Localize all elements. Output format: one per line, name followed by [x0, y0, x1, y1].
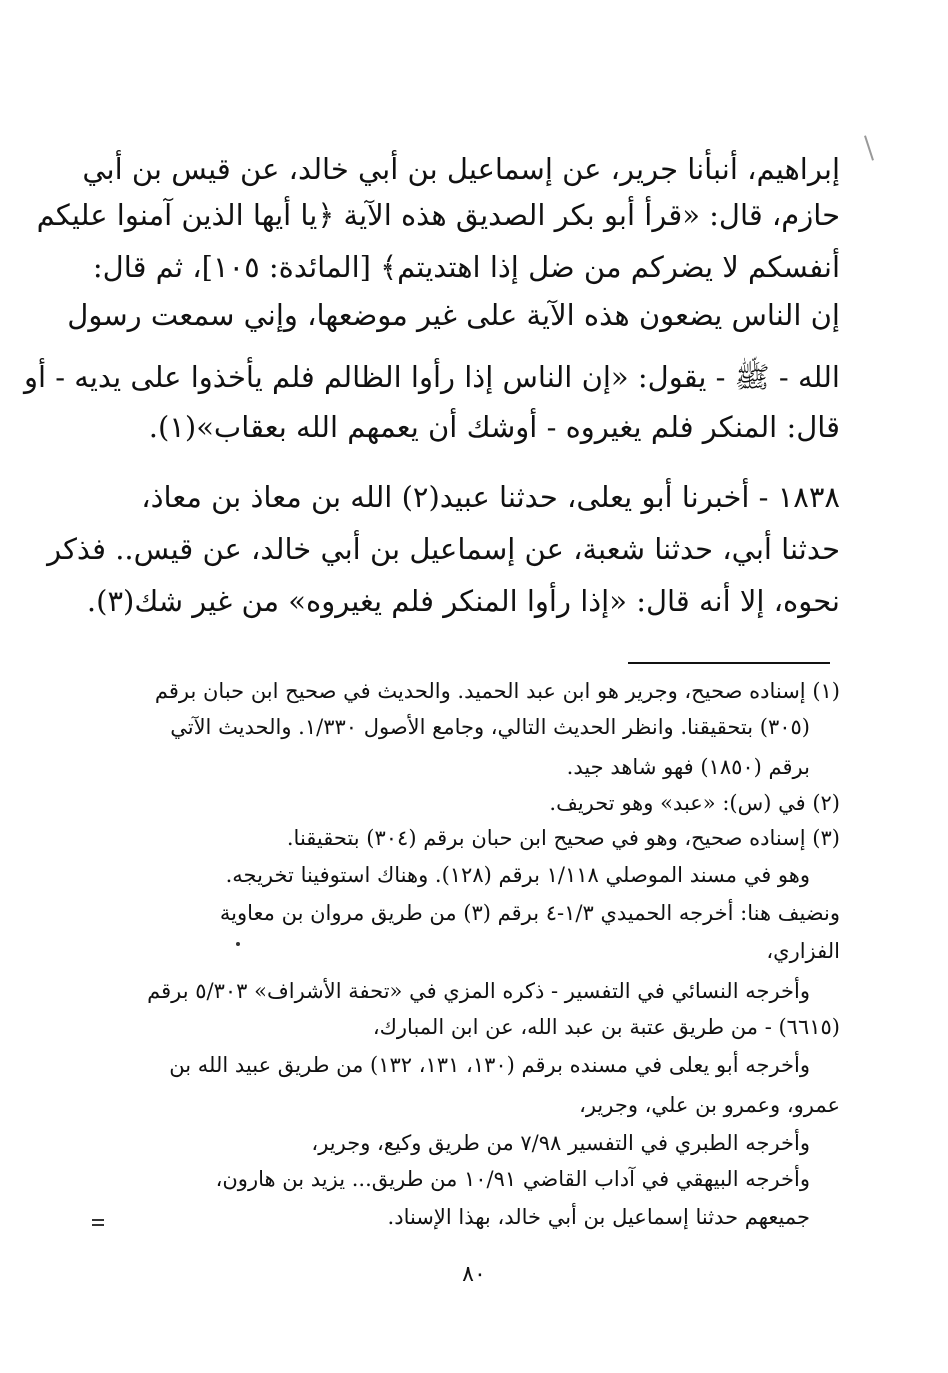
footnote-separator [628, 662, 830, 664]
footnote-3-line-5: وأخرجه النسائي في التفسير - ذكره المزي في «تحفة الأشراف» ٥/٣٠٣ برقم [147, 979, 810, 1003]
footnote-3-line-4: الفزاري، [766, 939, 840, 963]
scan-dash-2 [92, 1224, 104, 1226]
footnote-3-line-1: (٣) إسناده صحيح، وهو في صحيح ابن حبان برقم (٣٠٤) بتحقيقنا. [286, 826, 840, 850]
footnote-3-line-11: جميعهم حدثنا إسماعيل بن أبي خالد، بهذا الإسناد. [387, 1205, 810, 1229]
footnote-3-line-6: (٦٦١٥) - من طريق عتبة بن عبد الله، عن ابن المبارك، [372, 1015, 840, 1039]
main-text-line-6: قال: المنكر فلم يغيروه - أوشك أن يعمهم الله بعقاب»(١). [148, 410, 840, 444]
scan-dash-1 [92, 1219, 104, 1221]
hadith-1838-line-1: ١٨٣٨ - أخبرنا أبو يعلى، حدثنا عبيد(٢) الله بن معاذ بن معاذ، [141, 480, 840, 514]
footnote-3-line-2: وهو في مسند الموصلي ١/١١٨ برقم (١٢٨). وهناك استوفينا تخريجه. [225, 863, 810, 887]
main-text-line-2: حازم، قال: «قرأ أبو بكر الصديق هذه الآية ﴿يا أيها الذين آمنوا عليكم [36, 198, 840, 232]
main-text-line-1: إبراهيم، أنبأنا جرير، عن إسماعيل بن أبي خالد، عن قيس بن أبي [82, 152, 840, 186]
footnote-1-line-1: (١) إسناده صحيح، وجرير هو ابن عبد الحميد. والحديث في صحيح ابن حبان برقم [154, 679, 840, 703]
scan-mark-top [864, 135, 874, 160]
scan-dot [236, 942, 240, 946]
footnote-3-line-8: عمرو، وعمرو بن علي، وجرير، [579, 1093, 840, 1117]
footnote-3-line-9: وأخرجه الطبري في التفسير ٧/٩٨ من طريق وكيع، وجرير، [311, 1131, 810, 1155]
hadith-1838-line-3: نحوه، إلا أنه قال: «إذا رأوا المنكر فلم يغيروه» من غير شك(٣). [86, 584, 840, 618]
page-number: ٨٠ [462, 1262, 486, 1287]
footnote-3-line-7: وأخرجه أبو يعلى في مسنده برقم (١٣٠، ١٣١، ١٣٢) من طريق عبيد الله بن [169, 1053, 810, 1077]
footnote-1-line-2: (٣٠٥) بتحقيقنا. وانظر الحديث التالي، وجامع الأصول ١/٣٣٠. والحديث الآتي [170, 715, 810, 739]
footnote-2: (٢) في (س): «عبد» وهو تحريف. [549, 791, 840, 815]
main-text-line-4: إن الناس يضعون هذه الآية على غير موضعها، وإني سمعت رسول [67, 298, 840, 332]
footnote-3-line-10: وأخرجه البيهقي في آداب القاضي ١٠/٩١ من طريق... يزيد بن هارون، [215, 1167, 810, 1191]
main-text-line-5: الله - ﷺ - يقول: «إن الناس إذا رأوا الظالم فلم يأخذوا على يديه - أو [23, 360, 840, 394]
footnote-1-line-3: برقم (١٨٥٠) فهو شاهد جيد. [566, 755, 810, 779]
hadith-1838-line-2: حدثنا أبي، حدثنا شعبة، عن إسماعيل بن أبي خالد، عن قيس.. فذكر [47, 532, 840, 566]
main-text-line-3: أنفسكم لا يضركم من ضل إذا اهتديتم﴾ [المائدة: ١٠٥]، ثم قال: [92, 250, 840, 284]
footnote-3-line-3: ونضيف هنا: أخرجه الحميدي ١/٣-٤ برقم (٣) من طريق مروان بن معاوية [219, 901, 840, 925]
